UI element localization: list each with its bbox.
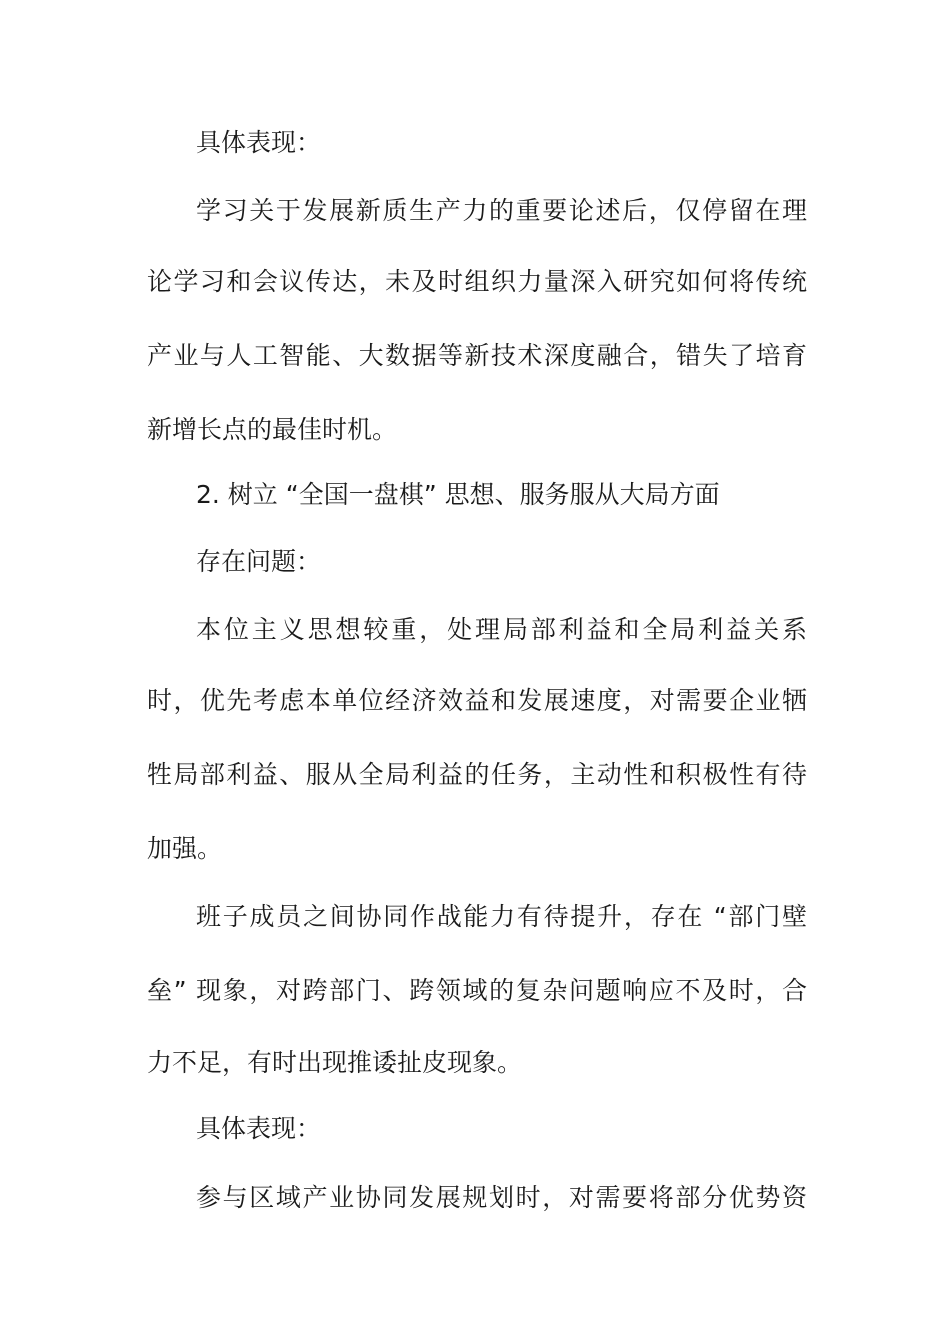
paragraph-line: 时，优先考虑本单位经济效益和发展速度，对需要企业牺: [147, 686, 807, 715]
paragraph-line: 力不足，有时出现推诿扯皮现象。: [147, 1048, 523, 1077]
section-heading: 2. 树立 “全国一盘棋” 思想、服务服从大局方面: [196, 480, 720, 509]
subheading-specific-performance: 具体表现：: [196, 128, 322, 157]
paragraph-line: 学习关于发展新质生产力的重要论述后，仅停留在理: [196, 196, 807, 225]
paragraph-line: 产业与人工智能、大数据等新技术深度融合，错失了培育: [147, 341, 807, 370]
paragraph-line: 加强。: [147, 834, 223, 863]
paragraph-line: 牲局部利益、服从全局利益的任务，主动性和积极性有待: [147, 760, 807, 789]
paragraph-line: 班子成员之间协同作战能力有待提升，存在 “部门壁: [196, 902, 807, 931]
paragraph-line: 垒” 现象，对跨部门、跨领域的复杂问题响应不及时，合: [147, 976, 807, 1005]
paragraph-line: 新增长点的最佳时机。: [147, 415, 398, 444]
paragraph-line: 本位主义思想较重，处理局部利益和全局利益关系: [196, 615, 807, 644]
subheading-problems: 存在问题：: [196, 547, 322, 576]
paragraph-line: 论学习和会议传达，未及时组织力量深入研究如何将传统: [147, 267, 807, 296]
subheading-specific-performance: 具体表现：: [196, 1114, 322, 1143]
paragraph-line: 参与区域产业协同发展规划时，对需要将部分优势资: [196, 1183, 807, 1212]
